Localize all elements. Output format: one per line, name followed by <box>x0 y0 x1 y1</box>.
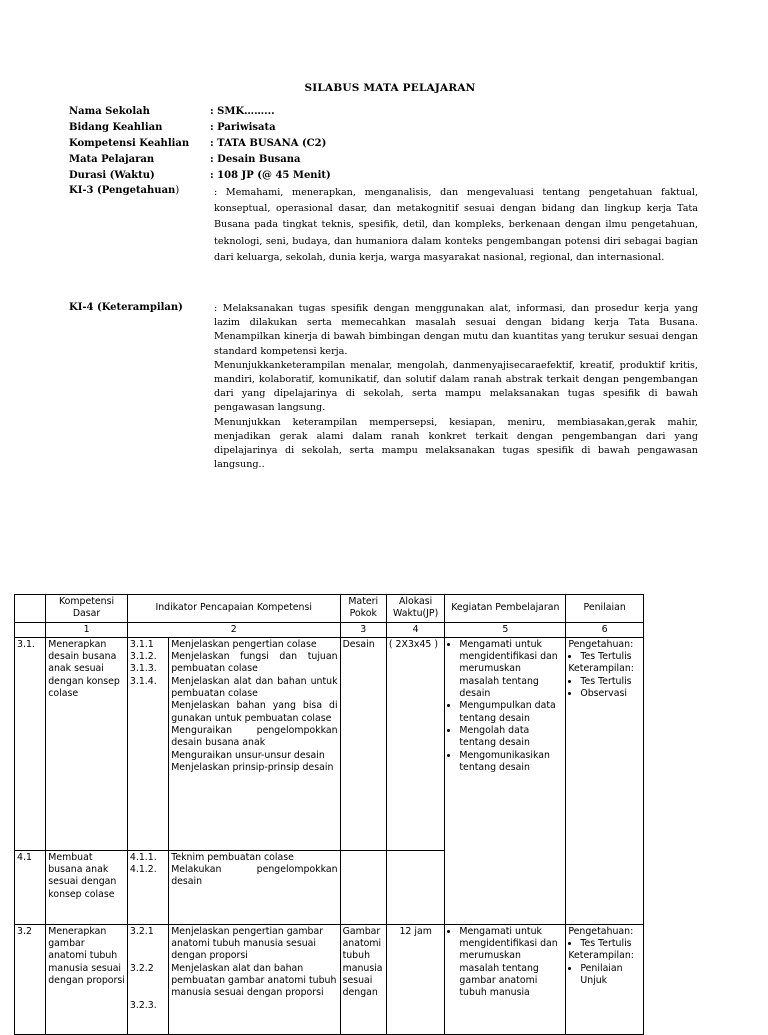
kegiatan-pembelajaran: • Mengamati untuk mengidentifikasi dan merumuskan masalah tentang gambar anatomi tubuh manusia <box>445 924 566 1034</box>
info-label: Kompetensi Keahlian <box>69 138 190 149</box>
indicator-numbers: 3.1.1 3.1.2. 3.1.3. 3.1.4. <box>127 637 168 850</box>
kegiatan-pembelajaran: • Mengamati untuk mengidentifikasi dan merumuskan masalah tentang desain • Mengumpulkan data tentang desain • Mengolah data tentang desain • Mengomunikasikan tentang desain <box>445 637 566 924</box>
kd-text: Menerapkan desain busana anak sesuai dengan konsep colase <box>46 637 128 850</box>
indicator-text: Menjelaskan pengertian gambar anatomi tubuh manusia sesuai dengan proporsi Menjelaskan alat dan bahan pembuatan gambar anatomi tubuh manusia sesuai dengan proporsi <box>169 924 340 1034</box>
table-row <box>15 924 644 1034</box>
indicator-numbers: 3.2.1 3.2.2 3.2.3. <box>127 924 168 1034</box>
ki4-paragraph: Menunjukkanketerampilan menalar, mengolah, danmenyajisecaraefektif, kreatif, produktif kritis, mandiri, kolaboratif, komunikatif, dan solutif dalam ranah abstrak terkait dengan pengembangan dari yang dipelajarinya di sekolah, serta mampu melaksanakan tugas spesifik di bawah pengawasan langsung. <box>214 359 698 414</box>
ki4-text <box>214 302 698 472</box>
info-value: : SMK……... <box>210 106 275 117</box>
alokasi-waktu: 12 jam <box>386 924 444 1034</box>
alokasi-waktu: ( 2X3x45 ) <box>386 637 444 850</box>
column-number: 6 <box>566 622 644 637</box>
header-cell: Kompetensi Dasar <box>46 595 128 623</box>
kd-text: Menerapkan gambar anatomi tubuh manusia sesuai dengan proporsi <box>46 924 128 1034</box>
kd-number: 3.2 <box>15 924 46 1034</box>
info-label: Bidang Keahlian <box>69 122 163 133</box>
indicator-text: Menjelaskan pengertian colase Menjelaskan fungsi dan tujuan pembuatan colase Menjelaskan alat dan bahan untuk pembuatan colase Menjelaskan bahan yang bisa di gunakan untuk pembuatan colase Menguraikan pengelompokkan desain busana anak Menguraikan unsur-unsur desain Menjelaskan prinsip-prinsip desain <box>169 637 340 850</box>
info-row <box>69 168 709 184</box>
kd-number: 4.1 <box>15 850 46 924</box>
ki4-label: KI-4 (Keterampilan) <box>69 302 183 313</box>
info-value: : Pariwisata <box>210 122 276 133</box>
kd-text: Membuat busana anak sesuai dengan konsep colase <box>46 850 128 924</box>
header-cell: Alokasi Waktu(JP) <box>386 595 444 623</box>
ki4-paragraph: Menunjukkan keterampilan mempersepsi, kesiapan, meniru, membiasakan,gerak mahir, menjadikan gerak alami dalam ranah konkret terkait dengan pengembangan dari yang dipelajarinya di sekolah, serta mampu melaksanakan tugas spesifik di bawah pengawasan langsung.. <box>214 416 698 471</box>
penilaian: Pengetahuan: • Tes Tertulis Keterampilan: • Tes Tertulis • Observasi <box>566 637 644 924</box>
info-row <box>69 152 709 168</box>
header-cell: Kegiatan Pembelajaran <box>445 595 566 623</box>
table-header-row <box>15 595 644 623</box>
info-value: : TATA BUSANA (C2) <box>210 138 327 149</box>
info-label: Nama Sekolah <box>69 106 150 117</box>
kd-number: 3.1. <box>15 637 46 850</box>
ki3-text: : Memahami, menerapkan, menganalisis, dan mengevaluasi tentang pengetahuan faktual, konseptual, operasional dasar, dan metakognitif sesuai dengan bidang dan lingkup kerja Tata Busana pada tingkat teknis, spesifik, detil, dan kompleks, berkenaan dengan ilmu pengetahuan, teknologi, seni, budaya, dan humaniora dalam konteks pengembangan potensi diri sebagai bagian dari keluarga, sekolah, dunia kerja, warga masyarakat nasional, regional, dan internasional. <box>214 187 698 263</box>
info-row <box>69 120 709 136</box>
materi-pokok: Gambar anatomi tubuh manusia sesuai dengan <box>340 924 386 1034</box>
materi-pokok: Desain <box>340 637 386 850</box>
indicator-text: Teknim pembuatan colase Melakukan pengelompokkan desain <box>169 850 340 924</box>
info-value: : 108 JP (@ 45 Menit) <box>210 170 331 181</box>
syllabus-table <box>14 594 644 1035</box>
column-number: 5 <box>445 622 566 637</box>
header-cell: Penilaian <box>566 595 644 623</box>
table-number-row <box>15 622 644 637</box>
info-value: : Desain Busana <box>210 154 301 165</box>
info-label: Mata Pelajaran <box>69 154 155 165</box>
info-row <box>69 104 709 120</box>
indicator-numbers: 4.1.1. 4.1.2. <box>127 850 168 924</box>
info-label: Durasi (Waktu) <box>69 170 155 181</box>
ki4-paragraph: : Melaksanakan tugas spesifik dengan menggunakan alat, informasi, dan prosedur kerja yang lazim dilakukan serta memecahkan masalah sesuai dengan bidang kerja Tata Busana. Menampilkan kinerja di bawah bimbingan dengan mutu dan kuantitas yang terukur sesuai dengan standard kompetensi kerja. <box>214 303 698 357</box>
header-cell: Indikator Pencapaian Kompetensi <box>127 595 340 623</box>
document-title: SILABUS MATA PELAJARAN <box>304 82 476 94</box>
column-number: 2 <box>127 622 340 637</box>
info-row <box>69 136 709 152</box>
info-block <box>69 104 709 184</box>
column-number: 1 <box>46 622 128 637</box>
column-number: 4 <box>386 622 444 637</box>
column-number: 3 <box>340 622 386 637</box>
ki3-label: KI-3 (Pengetahuan) <box>69 185 180 196</box>
penilaian: Pengetahuan: • Tes Tertulis Keterampilan: • Penilaian Unjuk <box>566 924 644 1034</box>
table-row <box>15 637 644 850</box>
header-cell: Materi Pokok <box>340 595 386 623</box>
